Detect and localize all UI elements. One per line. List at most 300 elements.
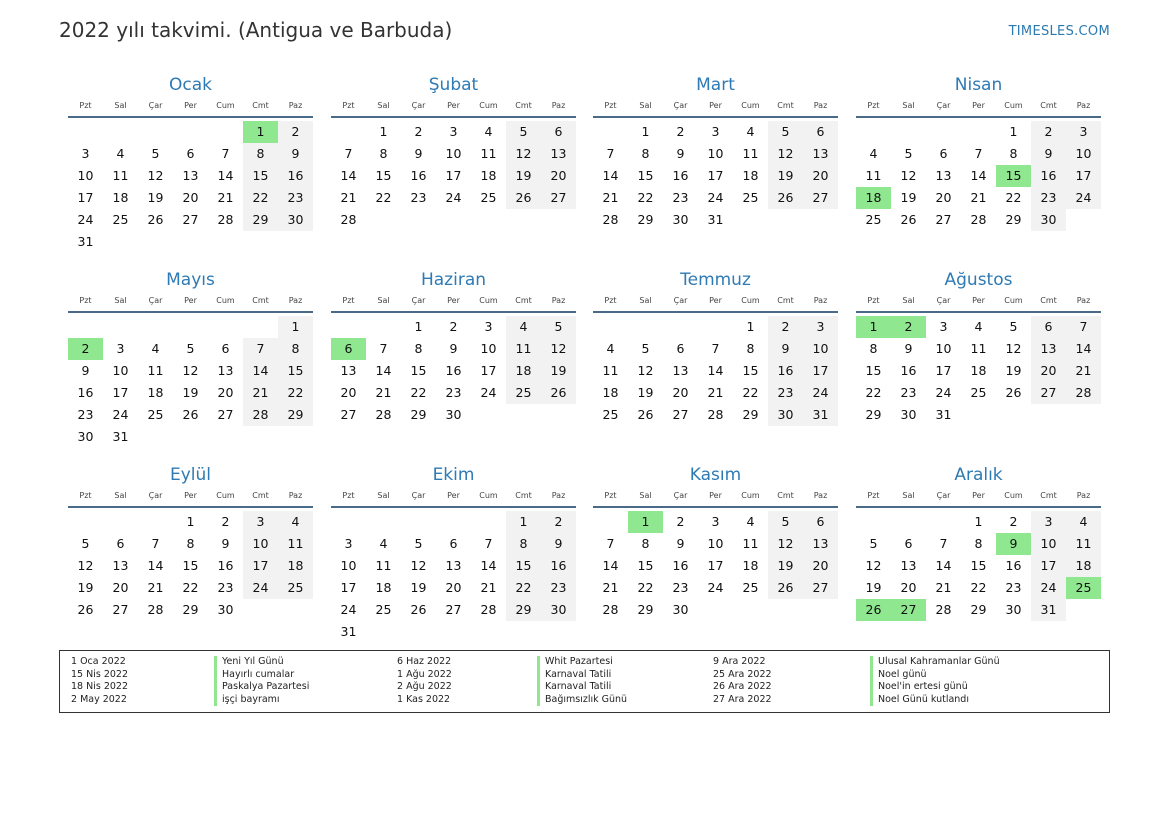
day-cell: 1 bbox=[506, 511, 541, 533]
day-cell: 2 bbox=[221, 514, 230, 529]
holiday-date-column bbox=[71, 656, 128, 706]
weekday-label: Pzt bbox=[79, 101, 92, 110]
day-cell: 11 bbox=[742, 536, 759, 551]
day-cell: 17 bbox=[1031, 555, 1066, 577]
weekday-label: Cmt bbox=[1040, 491, 1057, 500]
month-calendar bbox=[68, 462, 313, 621]
day-cell: 6 bbox=[803, 511, 838, 533]
day-cell: 12 bbox=[1005, 341, 1022, 356]
day-cell: 31 bbox=[77, 234, 94, 249]
holiday-date-column bbox=[713, 656, 772, 706]
holiday-name: Noel Günü kutlandı bbox=[870, 694, 1000, 707]
empty-cell bbox=[138, 316, 173, 338]
weekday-label: Pzt bbox=[867, 296, 880, 305]
weekday-label: Pzt bbox=[342, 491, 355, 500]
day-cell: 27 bbox=[803, 577, 838, 599]
holiday-name: Bağımsızlık Günü bbox=[537, 694, 627, 707]
month-calendar bbox=[593, 267, 838, 426]
empty-cell bbox=[436, 621, 471, 643]
day-cell: 18 bbox=[506, 360, 541, 382]
day-cell: 27 bbox=[803, 187, 838, 209]
weekday-label: Pzt bbox=[79, 491, 92, 500]
day-cell: 29 bbox=[410, 407, 427, 422]
day-cell: 6 bbox=[803, 121, 838, 143]
week-row bbox=[68, 316, 313, 338]
day-cell: 30 bbox=[1031, 209, 1066, 231]
empty-cell bbox=[208, 426, 243, 448]
holiday-day-cell: 2 bbox=[68, 338, 103, 360]
day-cell: 10 bbox=[112, 363, 129, 378]
day-cell: 23 bbox=[672, 580, 689, 595]
day-cell: 24 bbox=[445, 190, 462, 205]
empty-cell bbox=[1031, 404, 1066, 426]
day-cell: 16 bbox=[1031, 165, 1066, 187]
empty-cell bbox=[541, 404, 576, 426]
day-cell: 18 bbox=[375, 580, 392, 595]
day-cell: 5 bbox=[768, 121, 803, 143]
day-cell: 4 bbox=[151, 341, 160, 356]
month-calendar bbox=[331, 72, 576, 231]
weekday-header bbox=[331, 98, 576, 118]
week-row bbox=[68, 382, 313, 404]
week-row bbox=[856, 338, 1101, 360]
empty-cell bbox=[68, 121, 103, 143]
day-cell: 30 bbox=[445, 407, 462, 422]
holiday-day-cell: 9 bbox=[996, 533, 1031, 555]
weekday-label: Cum bbox=[479, 491, 498, 500]
day-cell: 29 bbox=[742, 407, 759, 422]
month-calendar bbox=[856, 267, 1101, 426]
day-cell: 21 bbox=[935, 580, 952, 595]
day-cell: 10 bbox=[480, 341, 497, 356]
weekday-label: Cum bbox=[1004, 491, 1023, 500]
day-cell: 21 bbox=[707, 385, 724, 400]
weekday-label: Sal bbox=[377, 101, 390, 110]
weekday-label: Çar bbox=[148, 296, 163, 305]
weekday-label: Cmt bbox=[252, 491, 269, 500]
day-cell: 20 bbox=[672, 385, 689, 400]
day-cell: 2 bbox=[278, 121, 313, 143]
day-cell: 6 bbox=[676, 341, 685, 356]
day-cell: 30 bbox=[672, 212, 689, 227]
empty-cell bbox=[366, 621, 401, 643]
week-row bbox=[331, 143, 576, 165]
day-cell: 3 bbox=[243, 511, 278, 533]
weekday-label: Cmt bbox=[777, 101, 794, 110]
day-cell: 26 bbox=[541, 382, 576, 404]
weekday-label: Cmt bbox=[252, 296, 269, 305]
day-cell: 8 bbox=[641, 536, 650, 551]
day-cell: 1 bbox=[1009, 124, 1018, 139]
day-cell: 7 bbox=[974, 146, 983, 161]
day-cell: 16 bbox=[672, 168, 689, 183]
weekday-label: Paz bbox=[551, 296, 566, 305]
day-cell: 24 bbox=[935, 385, 952, 400]
day-cell: 21 bbox=[602, 190, 619, 205]
day-cell: 9 bbox=[81, 363, 90, 378]
month-name: Ekim bbox=[432, 465, 475, 485]
week-row bbox=[593, 121, 838, 143]
day-cell: 28 bbox=[375, 407, 392, 422]
day-cell: 19 bbox=[506, 165, 541, 187]
holiday-date: 27 Ara 2022 bbox=[713, 693, 772, 705]
day-cell: 23 bbox=[217, 580, 234, 595]
day-cell: 6 bbox=[904, 536, 913, 551]
day-cell: 21 bbox=[375, 385, 392, 400]
week-row bbox=[68, 209, 313, 231]
day-cell: 8 bbox=[641, 146, 650, 161]
empty-cell bbox=[173, 426, 208, 448]
day-cell: 26 bbox=[637, 407, 654, 422]
week-row bbox=[593, 577, 838, 599]
day-cell: 19 bbox=[865, 580, 882, 595]
day-cell: 23 bbox=[445, 385, 462, 400]
weekday-label: Paz bbox=[288, 296, 303, 305]
week-row bbox=[331, 187, 576, 209]
day-cell: 22 bbox=[637, 580, 654, 595]
day-cell: 1 bbox=[641, 124, 650, 139]
weekday-label: Sal bbox=[639, 296, 652, 305]
day-cell: 12 bbox=[410, 558, 427, 573]
day-cell: 11 bbox=[742, 146, 759, 161]
week-row bbox=[68, 533, 313, 555]
day-cell: 23 bbox=[278, 187, 313, 209]
day-cell: 4 bbox=[506, 316, 541, 338]
empty-cell bbox=[541, 209, 576, 231]
day-cell: 14 bbox=[935, 558, 952, 573]
day-cell: 26 bbox=[182, 407, 199, 422]
day-cell: 12 bbox=[768, 533, 803, 555]
day-cell: 17 bbox=[112, 385, 129, 400]
weekday-label: Sal bbox=[639, 491, 652, 500]
weekday-header bbox=[856, 293, 1101, 313]
month-calendar bbox=[593, 72, 838, 231]
weekday-header bbox=[593, 488, 838, 508]
month-calendar bbox=[331, 267, 576, 426]
day-cell: 18 bbox=[480, 168, 497, 183]
empty-cell bbox=[208, 121, 243, 143]
empty-cell bbox=[768, 599, 803, 621]
day-cell: 12 bbox=[900, 168, 917, 183]
month-name: Temmuz bbox=[680, 270, 751, 290]
weekday-label: Cmt bbox=[1040, 296, 1057, 305]
day-cell: 8 bbox=[1009, 146, 1018, 161]
week-row bbox=[331, 599, 576, 621]
day-cell: 14 bbox=[243, 360, 278, 382]
week-row bbox=[68, 511, 313, 533]
weekday-label: Cum bbox=[479, 296, 498, 305]
week-row bbox=[856, 316, 1101, 338]
day-cell: 25 bbox=[506, 382, 541, 404]
day-cell: 11 bbox=[112, 168, 129, 183]
empty-cell bbox=[173, 231, 208, 253]
weekday-label: Cmt bbox=[515, 296, 532, 305]
empty-cell bbox=[208, 231, 243, 253]
day-cell: 11 bbox=[278, 533, 313, 555]
day-cell: 5 bbox=[414, 536, 423, 551]
day-cell: 9 bbox=[414, 146, 423, 161]
day-cell: 13 bbox=[217, 363, 234, 378]
day-cell: 26 bbox=[506, 187, 541, 209]
empty-cell bbox=[768, 209, 803, 231]
day-cell: 20 bbox=[445, 580, 462, 595]
day-cell: 17 bbox=[707, 558, 724, 573]
day-cell: 2 bbox=[1031, 121, 1066, 143]
day-cell: 25 bbox=[147, 407, 164, 422]
day-cell: 22 bbox=[243, 187, 278, 209]
day-cell: 26 bbox=[768, 577, 803, 599]
day-cell: 18 bbox=[112, 190, 129, 205]
day-cell: 26 bbox=[410, 602, 427, 617]
day-cell: 10 bbox=[340, 558, 357, 573]
day-cell: 12 bbox=[506, 143, 541, 165]
empty-cell bbox=[541, 621, 576, 643]
week-row bbox=[856, 533, 1101, 555]
week-row bbox=[68, 599, 313, 621]
day-cell: 16 bbox=[278, 165, 313, 187]
day-cell: 5 bbox=[869, 536, 878, 551]
holiday-day-cell: 15 bbox=[996, 165, 1031, 187]
empty-cell bbox=[506, 404, 541, 426]
week-row bbox=[331, 533, 576, 555]
weekday-label: Sal bbox=[377, 296, 390, 305]
day-cell: 31 bbox=[112, 429, 129, 444]
empty-cell bbox=[663, 316, 698, 338]
day-cell: 7 bbox=[344, 146, 353, 161]
weekday-label: Cum bbox=[1004, 101, 1023, 110]
day-cell: 18 bbox=[742, 168, 759, 183]
empty-cell bbox=[331, 121, 366, 143]
day-cell: 3 bbox=[711, 514, 720, 529]
day-cell: 23 bbox=[1031, 187, 1066, 209]
holiday-day-cell: 25 bbox=[1066, 577, 1101, 599]
day-cell: 31 bbox=[1031, 599, 1066, 621]
empty-cell bbox=[208, 316, 243, 338]
day-cell: 7 bbox=[1066, 316, 1101, 338]
day-cell: 17 bbox=[77, 190, 94, 205]
holiday-name: Ulusal Kahramanlar Günü bbox=[870, 656, 1000, 669]
weekday-label: Paz bbox=[1076, 491, 1091, 500]
holiday-date: 25 Ara 2022 bbox=[713, 668, 772, 680]
day-cell: 3 bbox=[81, 146, 90, 161]
weekday-label: Çar bbox=[673, 101, 688, 110]
day-cell: 19 bbox=[637, 385, 654, 400]
day-cell: 30 bbox=[278, 209, 313, 231]
weekday-label: Cmt bbox=[515, 491, 532, 500]
day-cell: 7 bbox=[606, 146, 615, 161]
day-cell: 21 bbox=[602, 580, 619, 595]
day-cell: 4 bbox=[746, 124, 755, 139]
day-cell: 23 bbox=[900, 385, 917, 400]
weekday-label: Per bbox=[447, 101, 460, 110]
day-cell: 18 bbox=[278, 555, 313, 577]
month-name: Mart bbox=[696, 75, 735, 95]
weekday-label: Cmt bbox=[777, 296, 794, 305]
day-cell: 4 bbox=[974, 319, 983, 334]
site-link[interactable]: TIMESLES.COM bbox=[1008, 24, 1110, 39]
empty-cell bbox=[401, 621, 436, 643]
day-cell: 31 bbox=[707, 212, 724, 227]
day-cell: 19 bbox=[900, 190, 917, 205]
week-row bbox=[331, 555, 576, 577]
day-cell: 19 bbox=[182, 385, 199, 400]
day-cell: 27 bbox=[541, 187, 576, 209]
day-cell: 28 bbox=[935, 602, 952, 617]
day-cell: 28 bbox=[707, 407, 724, 422]
day-cell: 27 bbox=[340, 407, 357, 422]
empty-cell bbox=[926, 511, 961, 533]
day-cell: 20 bbox=[803, 555, 838, 577]
day-cell: 31 bbox=[935, 407, 952, 422]
month-name: Haziran bbox=[420, 270, 487, 290]
day-cell: 25 bbox=[278, 577, 313, 599]
day-cell: 15 bbox=[182, 558, 199, 573]
day-cell: 2 bbox=[768, 316, 803, 338]
day-cell: 20 bbox=[182, 190, 199, 205]
holiday-name: işçi bayramı bbox=[214, 694, 309, 707]
holiday-name: Karnaval Tatili bbox=[537, 669, 627, 682]
holiday-date: 9 Ara 2022 bbox=[713, 656, 766, 667]
weekday-label: Pzt bbox=[867, 491, 880, 500]
day-cell: 21 bbox=[243, 382, 278, 404]
week-row bbox=[68, 187, 313, 209]
holiday-date: 6 Haz 2022 bbox=[397, 656, 452, 667]
week-row bbox=[331, 577, 576, 599]
holiday-name-column bbox=[537, 656, 627, 706]
day-cell: 8 bbox=[414, 341, 423, 356]
day-cell: 6 bbox=[1031, 316, 1066, 338]
day-cell: 4 bbox=[278, 511, 313, 533]
day-cell: 19 bbox=[77, 580, 94, 595]
day-cell: 2 bbox=[449, 319, 458, 334]
weekday-label: Cum bbox=[741, 101, 760, 110]
empty-cell bbox=[436, 511, 471, 533]
weekday-label: Pzt bbox=[79, 296, 92, 305]
day-cell: 12 bbox=[637, 363, 654, 378]
holiday-name: Paskalya Pazartesi bbox=[214, 681, 309, 694]
day-cell: 16 bbox=[900, 363, 917, 378]
day-cell: 27 bbox=[1031, 382, 1066, 404]
day-cell: 12 bbox=[147, 168, 164, 183]
empty-cell bbox=[471, 511, 506, 533]
weekday-label: Sal bbox=[377, 491, 390, 500]
weekday-label: Per bbox=[447, 296, 460, 305]
day-cell: 1 bbox=[278, 316, 313, 338]
day-cell: 23 bbox=[77, 407, 94, 422]
weekday-header bbox=[68, 293, 313, 313]
day-cell: 22 bbox=[182, 580, 199, 595]
weekday-label: Cum bbox=[479, 101, 498, 110]
day-cell: 24 bbox=[707, 580, 724, 595]
day-cell: 28 bbox=[243, 404, 278, 426]
week-row bbox=[331, 382, 576, 404]
empty-cell bbox=[103, 316, 138, 338]
empty-cell bbox=[926, 121, 961, 143]
day-cell: 22 bbox=[637, 190, 654, 205]
day-cell: 7 bbox=[606, 536, 615, 551]
month-name: Şubat bbox=[428, 75, 479, 95]
day-cell: 6 bbox=[449, 536, 458, 551]
week-row bbox=[856, 555, 1101, 577]
day-cell: 19 bbox=[410, 580, 427, 595]
day-cell: 18 bbox=[147, 385, 164, 400]
weekday-label: Sal bbox=[114, 101, 127, 110]
empty-cell bbox=[593, 121, 628, 143]
weekday-label: Çar bbox=[673, 491, 688, 500]
day-cell: 9 bbox=[676, 536, 685, 551]
weekday-header bbox=[331, 293, 576, 313]
empty-cell bbox=[856, 121, 891, 143]
week-row bbox=[331, 621, 576, 643]
week-row bbox=[856, 209, 1101, 231]
week-row bbox=[331, 338, 576, 360]
day-cell: 25 bbox=[970, 385, 987, 400]
day-cell: 14 bbox=[375, 363, 392, 378]
day-cell: 14 bbox=[602, 558, 619, 573]
day-cell: 24 bbox=[803, 382, 838, 404]
day-cell: 29 bbox=[506, 599, 541, 621]
day-cell: 25 bbox=[375, 602, 392, 617]
empty-cell bbox=[68, 316, 103, 338]
week-row bbox=[593, 360, 838, 382]
day-cell: 11 bbox=[970, 341, 987, 356]
day-cell: 22 bbox=[970, 580, 987, 595]
day-cell: 15 bbox=[278, 360, 313, 382]
day-cell: 3 bbox=[484, 319, 493, 334]
day-cell: 25 bbox=[602, 407, 619, 422]
week-row bbox=[331, 404, 576, 426]
empty-cell bbox=[471, 621, 506, 643]
empty-cell bbox=[243, 426, 278, 448]
day-cell: 5 bbox=[541, 316, 576, 338]
holiday-day-cell: 1 bbox=[856, 316, 891, 338]
day-cell: 28 bbox=[602, 602, 619, 617]
day-cell: 3 bbox=[803, 316, 838, 338]
week-row bbox=[593, 338, 838, 360]
day-cell: 12 bbox=[865, 558, 882, 573]
weekday-label: Paz bbox=[1076, 101, 1091, 110]
weekday-label: Sal bbox=[639, 101, 652, 110]
day-cell: 28 bbox=[602, 212, 619, 227]
day-cell: 27 bbox=[445, 602, 462, 617]
weekday-label: Paz bbox=[551, 491, 566, 500]
day-cell: 9 bbox=[449, 341, 458, 356]
day-cell: 16 bbox=[768, 360, 803, 382]
month-name: Kasım bbox=[689, 465, 742, 485]
day-cell: 7 bbox=[243, 338, 278, 360]
week-row bbox=[856, 360, 1101, 382]
month-calendar bbox=[856, 462, 1101, 621]
day-cell: 24 bbox=[112, 407, 129, 422]
holiday-date: 18 Nis 2022 bbox=[71, 681, 128, 692]
weekday-label: Paz bbox=[288, 101, 303, 110]
day-cell: 8 bbox=[746, 341, 755, 356]
day-cell: 26 bbox=[1005, 385, 1022, 400]
day-cell: 16 bbox=[410, 168, 427, 183]
day-cell: 17 bbox=[803, 360, 838, 382]
month-calendar bbox=[68, 267, 313, 448]
week-row bbox=[68, 231, 313, 253]
holiday-name: Yeni Yıl Günü bbox=[214, 656, 309, 669]
day-cell: 11 bbox=[375, 558, 392, 573]
weekday-header bbox=[856, 488, 1101, 508]
day-cell: 20 bbox=[803, 165, 838, 187]
day-cell: 22 bbox=[375, 190, 392, 205]
day-cell: 26 bbox=[147, 212, 164, 227]
weekday-label: Per bbox=[184, 101, 197, 110]
day-cell: 2 bbox=[1009, 514, 1018, 529]
week-row bbox=[331, 209, 576, 231]
